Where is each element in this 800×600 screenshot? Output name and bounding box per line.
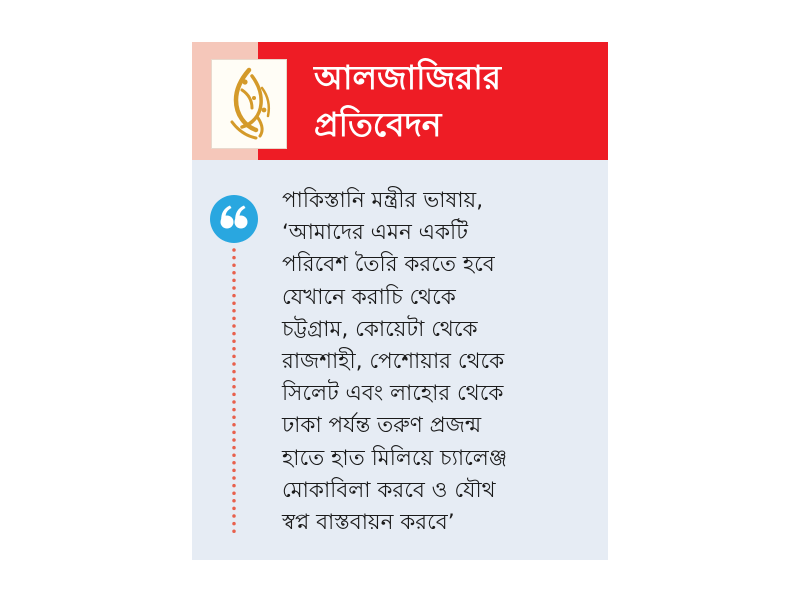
quote-line: রাজশাহী, পেশোয়ার থেকে bbox=[282, 349, 505, 375]
report-title bbox=[314, 54, 604, 148]
quote-line: যেখানে করাচি থেকে bbox=[282, 284, 456, 310]
dotted-divider bbox=[230, 248, 238, 540]
al-jazeera-logo bbox=[211, 59, 287, 149]
quote-line: পরিবেশ তৈরি করতে হবে bbox=[282, 252, 495, 278]
quote-text bbox=[282, 185, 600, 539]
card-header bbox=[192, 42, 608, 160]
al-jazeera-logo-icon bbox=[212, 60, 286, 148]
quote-line: হাতে হাত মিলিয়ে চ্যালেঞ্জ bbox=[282, 445, 508, 471]
quote-line: চট্টগ্রাম, কোয়েটা থেকে bbox=[282, 316, 478, 342]
report-title-line: আলজাজিরার bbox=[314, 58, 502, 97]
quote-line: ঢাকা পর্যন্ত তরুণ প্রজন্ম bbox=[282, 413, 482, 439]
quote-line: পাকিস্তানি মন্ত্রীর ভাষায়, bbox=[282, 188, 484, 213]
quote-line: সিলেট এবং লাহোর থেকে bbox=[282, 381, 504, 407]
report-title-line: প্রতিবেদন bbox=[314, 105, 442, 144]
quote-panel bbox=[192, 160, 608, 560]
quote-open-icon bbox=[210, 195, 258, 243]
quote-line: ‘আমাদের এমন একটি bbox=[282, 220, 468, 246]
quote-line: স্বপ্ন বাস্তবায়ন করবে’ bbox=[282, 510, 455, 536]
quote-line: মোকাবিলা করবে ও যৌথ bbox=[282, 477, 496, 503]
news-card bbox=[192, 42, 608, 560]
